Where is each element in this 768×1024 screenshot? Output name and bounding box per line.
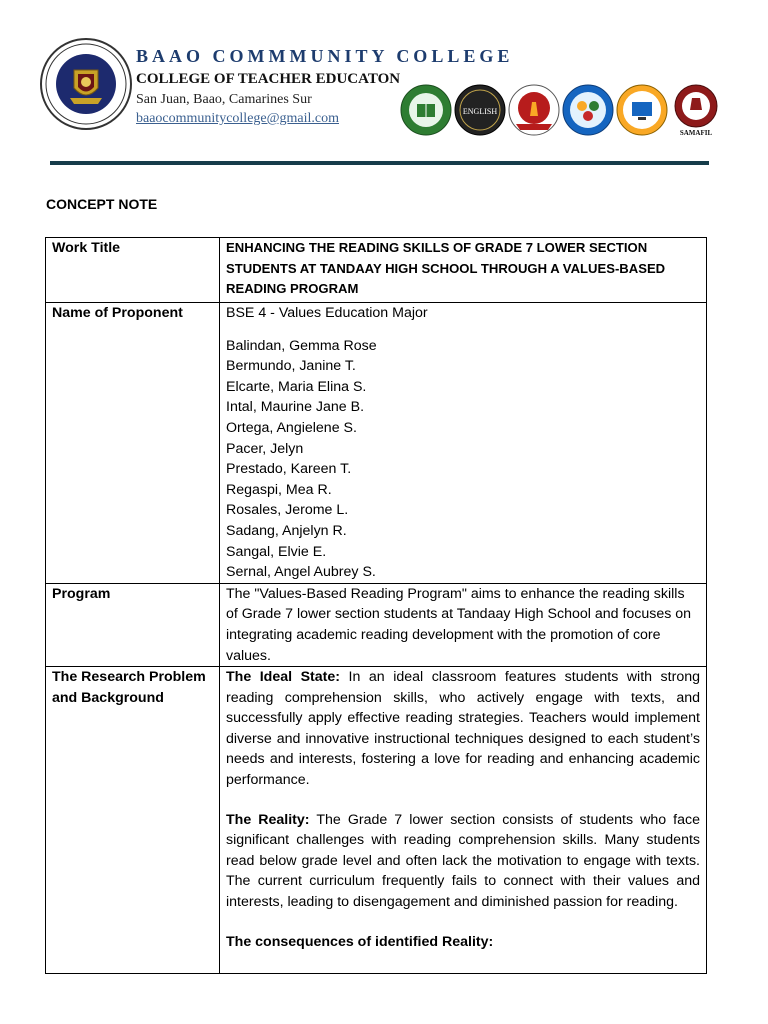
math-seal-icon (562, 84, 614, 136)
ideal-state-text: In an ideal classroom features students with strong reading comprehension skills, who actively engage with texts, and successfully apply effective reading strategies. Teachers would implement diverse and innovative instructional techniques designed to each student’s needs and interests, fostering a love for reading and enhancing academic performance. (226, 669, 700, 789)
table-row-work-title (46, 238, 707, 303)
proponent-group: BSE 4 - Values Education Major (226, 305, 428, 321)
research-value (220, 667, 707, 974)
research-label: The Research Problem and Background (46, 667, 220, 974)
college-address: San Juan, Baao, Camarines Sur (136, 92, 312, 107)
college-seal-icon (40, 38, 132, 130)
proponent-name: Pacer, Jelyn (226, 440, 304, 457)
proponent-label: Name of Proponent (46, 303, 220, 584)
college-email-link[interactable]: baaocommunitycollege@gmail.com (136, 111, 339, 126)
work-title-label: Work Title (46, 238, 220, 303)
table-row-program (46, 583, 707, 666)
table-row-proponent (46, 303, 707, 584)
reality-text: The Grade 7 lower section consists of students who face significant challenges with reading comprehension skills. Many students read below grade level and often lack the motivation to engage with texts. The current curriculum frequently fails to connect with their values and interests, leading to disengagement and diminished passion for reading. (226, 811, 700, 911)
proponent-name: Prestado, Kareen T. (226, 461, 352, 478)
proponent-name: Bermundo, Janine T. (226, 358, 356, 375)
proponent-name: Ortega, Angielene S. (226, 419, 357, 436)
ideal-state-lead: The Ideal State: (226, 669, 341, 686)
english-seal-text: ENGLISH (462, 107, 498, 116)
proponent-name: Elcarte, Maria Elina S. (226, 378, 367, 395)
book-seal-icon (400, 84, 452, 136)
proponent-name: Intal, Maurine Jane B. (226, 399, 365, 416)
concept-note-table (45, 237, 707, 974)
proponent-value (220, 303, 707, 584)
proponent-name: Balindan, Gemma Rose (226, 337, 377, 354)
college-name: BAAO COMMMUNITY COLLEGE (136, 46, 514, 66)
header-divider (50, 161, 709, 165)
proponent-name: Sadang, Anjelyn R. (226, 522, 347, 539)
samafil-seal-text: SAMAFIL (679, 129, 713, 136)
document-title: CONCEPT NOTE (46, 196, 158, 212)
consequences-heading: The consequences of identified Reality: (226, 933, 494, 950)
proponent-name: Sernal, Angel Aubrey S. (226, 564, 376, 581)
college-department: COLLEGE OF TEACHER EDUCATON (136, 71, 401, 87)
work-title-value: ENHANCING THE READING SKILLS OF GRADE 7 LOWER SECTION STUDENTS AT TANDAAY HIGH SCHOOL THROUGH A VALUES-BASED READING PROGRAM (220, 238, 707, 303)
ideal-state-paragraph (226, 667, 700, 791)
torch-seal-icon (508, 84, 560, 136)
program-value: The "Values-Based Reading Program" aims to enhance the reading skills of Grade 7 lower section students at Tandaay High School and focuses on integrating academic reading development with the promotion of core values. (220, 583, 707, 666)
reality-lead: The Reality: (226, 811, 310, 828)
table-row-research-problem (46, 667, 707, 974)
proponent-name: Rosales, Jerome L. (226, 502, 349, 519)
computer-seal-icon (616, 84, 668, 136)
proponent-name: Sangal, Elvie E. (226, 543, 327, 560)
partner-logos (400, 84, 720, 142)
letterhead (0, 0, 768, 170)
english-seal-icon (454, 84, 506, 136)
proponent-name: Regaspi, Mea R. (226, 481, 332, 498)
reality-paragraph (226, 810, 700, 913)
samafil-seal-icon (670, 84, 722, 136)
program-label: Program (46, 583, 220, 666)
